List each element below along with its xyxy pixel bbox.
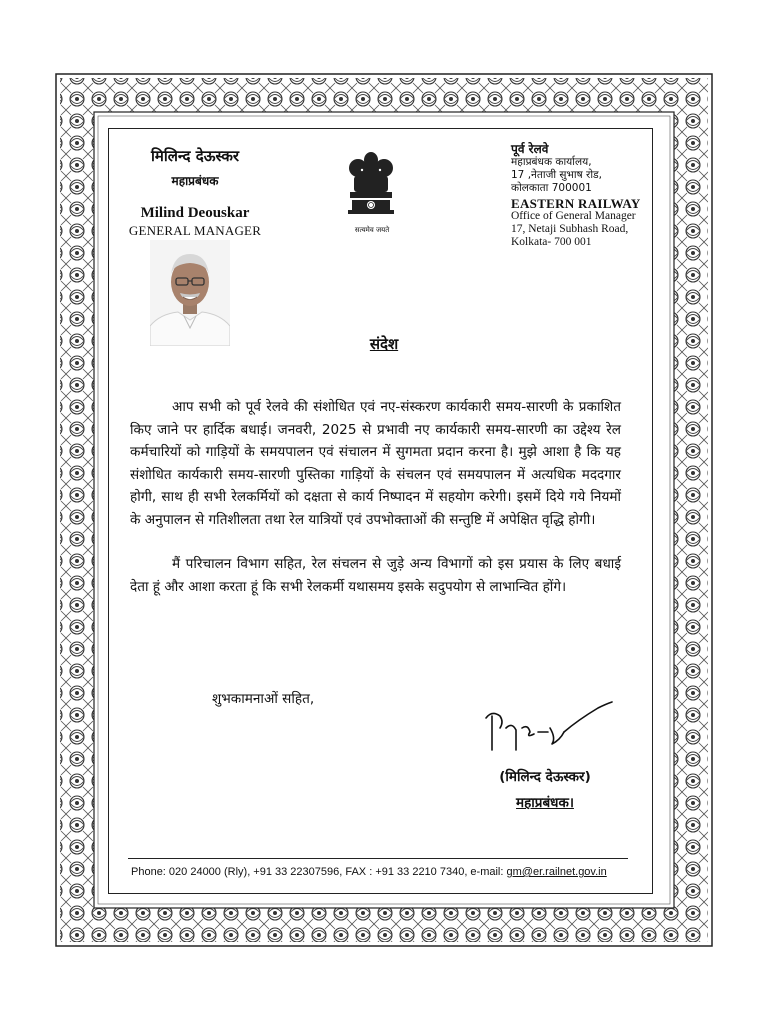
address-hindi-line: कोलकाता 700001 (511, 182, 592, 194)
signatory-designation: महाप्रबंधक। (516, 795, 574, 811)
message-title-wrap (0, 334, 768, 354)
emblem-motto: सत्यमेव जयते (354, 226, 390, 234)
message-title: संदेश (369, 335, 399, 353)
address-english-line: Kolkata- 700 001 (511, 236, 592, 248)
sender-designation-hindi: महाप्रबंधक (171, 174, 219, 188)
signatory-designation-wrap (470, 793, 620, 811)
message-body (130, 396, 621, 598)
address-hindi-line: 17 ,नेताजी सुभाष रोड, (511, 169, 602, 181)
address-hindi-line: महाप्रबंधक कार्यालय, (511, 156, 592, 168)
footer-contact-text: Phone: 020 24000 (Rly), +91 33 22307596, FAX : +91 33 2210 7340, e-mail: (131, 866, 507, 878)
address-english-line: Office of General Manager (511, 210, 636, 222)
handwritten-signature (478, 698, 618, 768)
message-paragraph: मैं परिचालन विभाग सहित, रेल संचलन से जुड़े अन्य विभागों को इस प्रयास के लिए बधाई देता हूं और आशा करता हूं कि सभी रेलकर्मी यथासमय इसके सदुपयोग से लाभान्वित होंगे। (130, 556, 621, 595)
footer-email-link[interactable]: gm@er.railnet.gov.in (506, 866, 607, 878)
sender-designation-english: GENERAL MANAGER (128, 223, 262, 238)
signatory-name: (मिलिन्द देऊस्कर) (499, 769, 591, 785)
footer-contact (131, 866, 631, 878)
footer-divider (128, 858, 628, 859)
message-paragraph: आप सभी को पूर्व रेलवे की संशोधित एवं नए-संस्करण कार्यकारी समय-सारणी के प्रकाशित किए जाने पर हार्दिक बधाई। जनवरी, 2025 से प्रभावी नए कार्यकारी समय-सारणी का उद्देश्य रेल कर्मचारियों को गाड़ियों के समयपालन एवं संचालन में सुगमता प्रदान करना है। मुझे आशा है कि यह संशोधित कार्यकारी समय-सारणी पुस्तिका गाड़ियों के संचलन एवं समयपालन में अत्यधिक मददगार होगी, साथ ही सभी रेलकर्मियों को दक्षता से कार्य निष्पादन में सहयोग करेगी। इसमें दिये गये नियमों के अनुपालन से गतिशीलता तथा रेल यात्रियों एवं उपभोक्ताओं की सन्तुष्टि में अपेक्षित वृद्धि होगी। (130, 399, 621, 528)
sender-name-english: Milind Deouskar (140, 205, 250, 221)
sender-block (120, 146, 270, 239)
org-name-english: EASTERN RAILWAY (511, 196, 641, 211)
org-name-hindi: पूर्व रेलवे (511, 142, 549, 156)
sender-photo (150, 240, 230, 346)
address-english-line: 17, Netaji Subhash Road, (511, 223, 629, 235)
national-emblem-icon (340, 146, 402, 232)
closing-greeting: शुभकामनाओं सहित, (212, 691, 315, 707)
sender-name-hindi: मिलिन्द देऊस्कर (151, 147, 239, 165)
office-address-block (511, 143, 661, 249)
